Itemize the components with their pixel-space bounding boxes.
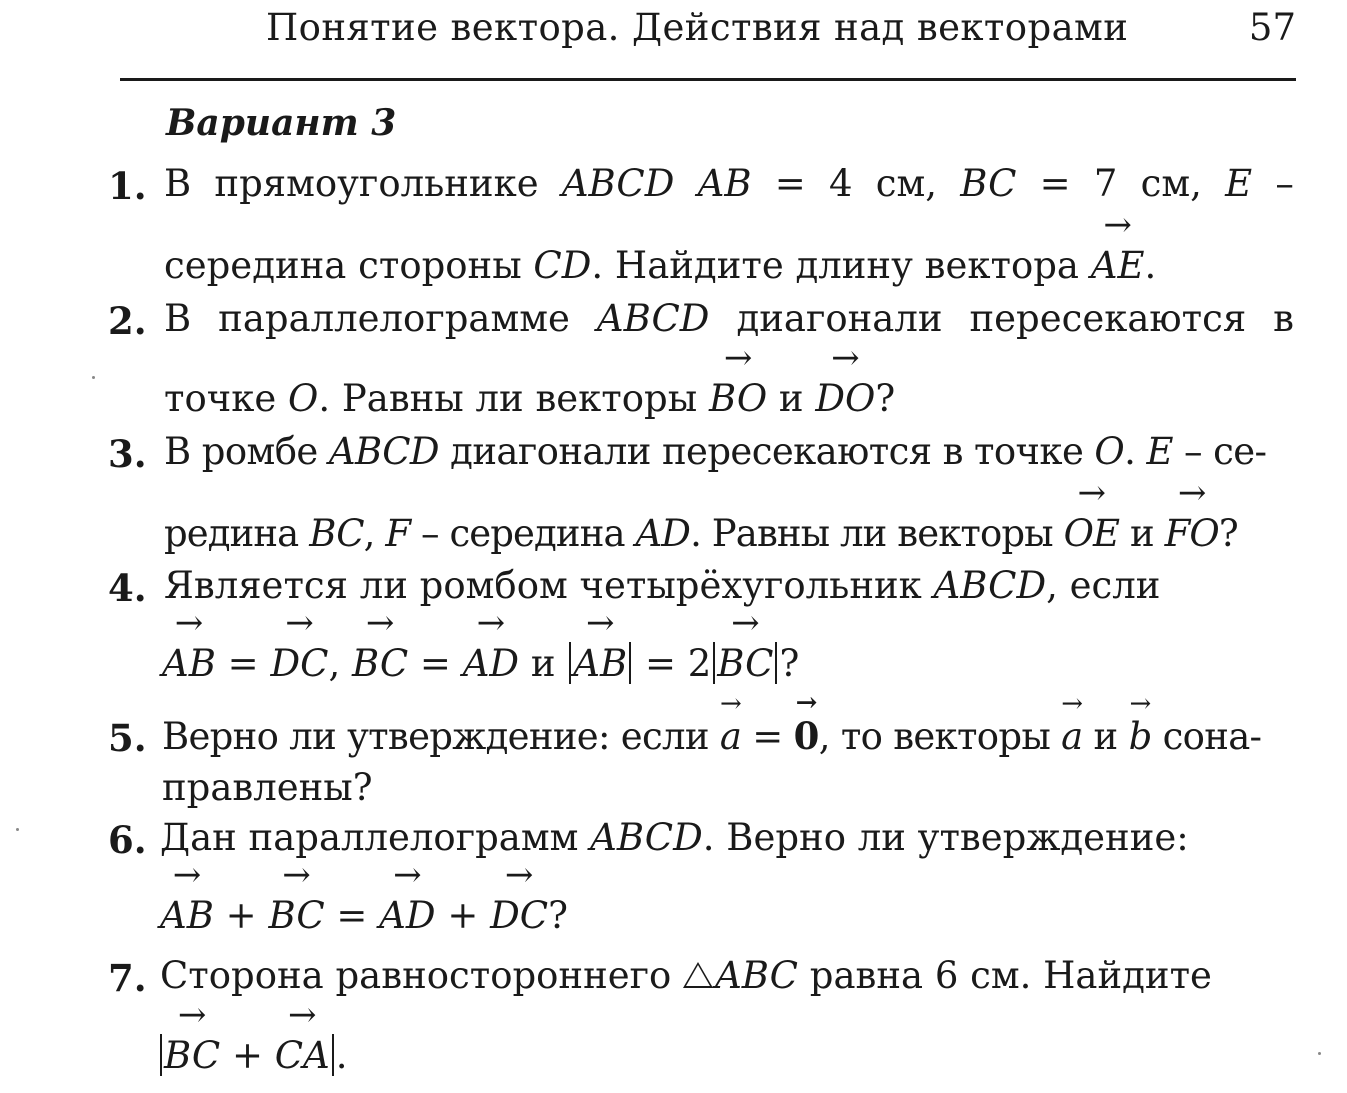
- problem-number: 2.: [108, 299, 147, 343]
- text: правлены?: [162, 766, 373, 809]
- text: ?: [779, 642, 800, 685]
- abs-bar: [332, 1034, 334, 1076]
- problem-number: 4.: [108, 566, 147, 610]
- vector-label: → b: [1129, 713, 1152, 761]
- text: ,: [328, 642, 352, 685]
- vector-label: → OE: [1064, 510, 1120, 558]
- problem-line: [164, 242, 1156, 290]
- abs-bar: [569, 642, 571, 684]
- vector-label: → a: [1061, 713, 1082, 761]
- text: .: [1124, 430, 1147, 473]
- text: . Равны ли векторы: [318, 377, 709, 420]
- word: 7: [1093, 162, 1118, 205]
- text: сона-: [1151, 715, 1262, 758]
- word: диагонали: [736, 297, 943, 340]
- vector-label: → CA: [275, 1032, 330, 1080]
- text: и: [1082, 715, 1129, 758]
- text: +: [213, 894, 269, 937]
- text: O: [1094, 430, 1125, 473]
- vector-label: → AB: [160, 892, 214, 940]
- text: AD: [635, 512, 691, 555]
- text: – се-: [1172, 430, 1267, 473]
- abs-bar: [775, 642, 777, 684]
- scan-speck: [92, 376, 95, 379]
- text: , то векторы: [818, 715, 1062, 758]
- text: +: [220, 1034, 275, 1077]
- page-number: 57: [1248, 6, 1296, 49]
- problem-number: 3.: [108, 432, 147, 476]
- text: CD: [533, 244, 592, 287]
- text: BC: [309, 512, 364, 555]
- text: , если: [1046, 564, 1161, 607]
- text: В ромбе: [164, 430, 329, 473]
- text: редина: [164, 512, 310, 555]
- text: и: [767, 377, 816, 420]
- word: ABCD: [596, 297, 710, 340]
- vector-label: → BC: [164, 1032, 220, 1080]
- vector-label: → DO: [815, 375, 875, 423]
- problem-number: 7.: [108, 956, 147, 1000]
- problem-line: [164, 428, 1266, 476]
- text: . Найдите длину вектора: [591, 244, 1091, 287]
- vector-label: → DC: [270, 640, 328, 688]
- problem-line: [164, 510, 1238, 558]
- text: диагонали пересекаются в точке: [439, 430, 1095, 473]
- vector-label: → AD: [463, 640, 519, 688]
- vector-label: → BC: [268, 892, 324, 940]
- abs-bar: [629, 642, 631, 684]
- text: =: [741, 715, 794, 758]
- text: точке: [164, 377, 288, 420]
- problem-line: [162, 764, 373, 812]
- word: в: [1273, 297, 1294, 340]
- word: –: [1275, 162, 1294, 205]
- vector-label: → BC: [352, 640, 408, 688]
- abs-bar: [713, 642, 715, 684]
- text: ?: [875, 377, 896, 420]
- problem-line: [160, 892, 568, 940]
- word: E: [1225, 162, 1253, 205]
- problem-line: [158, 1032, 348, 1080]
- text: Является ли ромбом четырёхугольник: [164, 564, 934, 607]
- problem-line: [160, 814, 1189, 862]
- text: равна 6 см. Найдите: [798, 954, 1212, 997]
- word: ABCD: [561, 162, 675, 205]
- word: =: [774, 162, 806, 205]
- text: . Верно ли утверждение:: [702, 816, 1189, 859]
- running-title: Понятие вектора. Действия над векторами: [266, 6, 1129, 49]
- text: F: [385, 512, 411, 555]
- text: =: [408, 642, 463, 685]
- vector-label: → FO: [1165, 510, 1219, 558]
- word: BC: [960, 162, 1017, 205]
- problem-line: [164, 375, 895, 423]
- text: =: [215, 642, 271, 685]
- text: Дан параллелограмм: [160, 816, 591, 859]
- word: =: [1039, 162, 1071, 205]
- text: ABCD: [590, 816, 703, 859]
- page-header: [120, 0, 1296, 81]
- text: O: [288, 377, 319, 420]
- problem-line: [162, 640, 799, 688]
- problem-line: [164, 295, 1294, 343]
- problem-number: 6.: [108, 818, 147, 862]
- scan-speck: [16, 828, 19, 831]
- triangle-icon: [683, 962, 713, 988]
- text: ABC: [715, 954, 798, 997]
- text: ?: [548, 894, 568, 937]
- word: пересекаются: [969, 297, 1247, 340]
- word: прямоугольнике: [214, 162, 539, 205]
- text: ,: [363, 512, 386, 555]
- text: . Равны ли векторы: [690, 512, 1064, 555]
- word: см,: [875, 162, 938, 205]
- text: Верно ли утверждение: если: [162, 715, 720, 758]
- vector-label: → a: [720, 713, 741, 761]
- word: параллелограмме: [218, 297, 570, 340]
- problem-line: [160, 952, 1212, 1000]
- vector-label: → AB: [162, 640, 216, 688]
- zero-vector: → 0: [794, 712, 819, 760]
- text: ABCD: [933, 564, 1047, 607]
- vector-label: → BC: [717, 640, 773, 688]
- text: середина стороны: [164, 244, 534, 287]
- word: В: [164, 297, 192, 340]
- vector-label: → AD: [379, 892, 435, 940]
- text: и: [519, 642, 568, 685]
- word: см,: [1140, 162, 1202, 205]
- text: +: [435, 894, 491, 937]
- text: ?: [1218, 512, 1238, 555]
- text: E: [1146, 430, 1173, 473]
- problem-line: [164, 160, 1294, 208]
- text: Сторона равностороннего: [160, 954, 684, 997]
- vector-label: → AE: [1091, 242, 1145, 290]
- text: – середина: [410, 512, 636, 555]
- text: ABCD: [328, 430, 439, 473]
- problem-number: 1.: [108, 164, 147, 208]
- text: .: [335, 1034, 348, 1077]
- word: 4: [828, 162, 853, 205]
- text: и: [1119, 512, 1165, 555]
- vector-label: → BO: [709, 375, 767, 423]
- variant-title: Вариант 3: [166, 102, 397, 144]
- problem-line: [162, 712, 1261, 761]
- word: В: [164, 162, 192, 205]
- vector-label: → AB: [573, 640, 627, 688]
- text: .: [1144, 244, 1157, 287]
- text: =: [324, 894, 380, 937]
- abs-bar: [160, 1034, 162, 1076]
- problem-number: 5.: [108, 716, 147, 760]
- text: = 2: [633, 642, 712, 685]
- vector-label: → DC: [490, 892, 548, 940]
- word: AB: [697, 162, 752, 205]
- scan-speck: [1318, 1052, 1321, 1055]
